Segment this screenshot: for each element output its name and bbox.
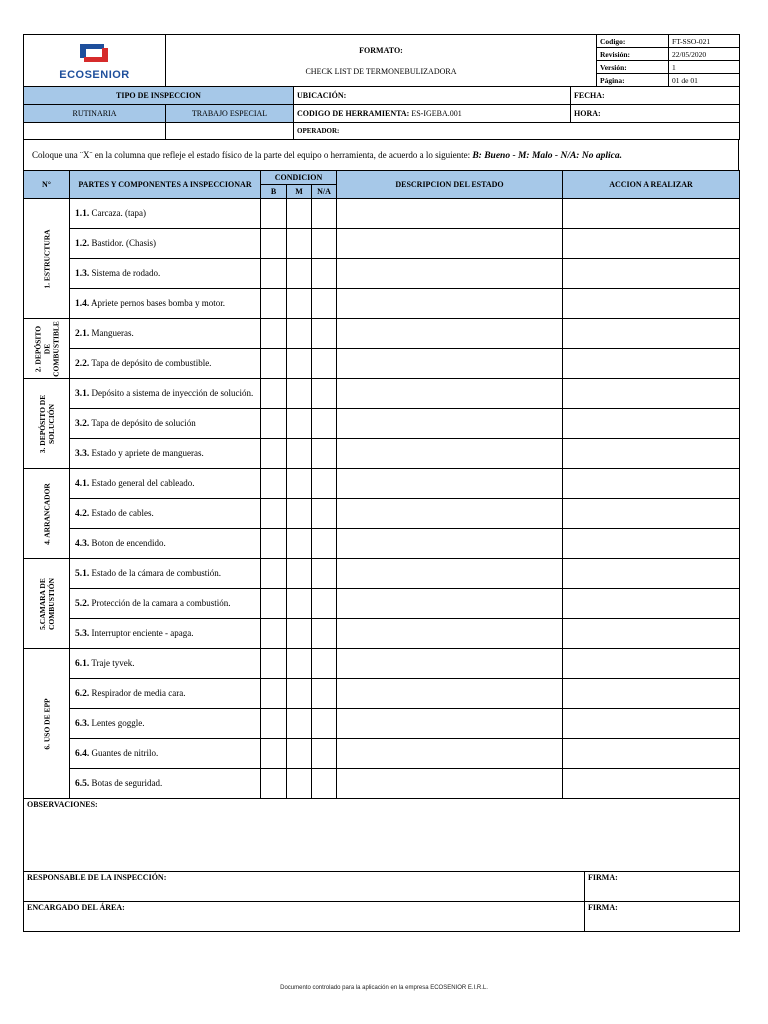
rutinaria-option[interactable]: RUTINARIA bbox=[24, 105, 166, 123]
condition-na-cell[interactable] bbox=[312, 739, 337, 769]
condition-legend: B: Bueno - M: Malo - N/A: No aplica. bbox=[472, 150, 622, 161]
section-label bbox=[38, 577, 56, 629]
tipo-inspeccion-header: TIPO DE INSPECCION bbox=[24, 87, 294, 105]
section-label: 6. USO DE EPP bbox=[42, 697, 51, 750]
encargado-field[interactable]: ENCARGADO DEL ÁREA: bbox=[24, 902, 585, 932]
logo-mark-icon bbox=[76, 41, 112, 65]
item-text: Estado general del cableado. bbox=[91, 478, 195, 488]
operador-field[interactable]: OPERADOR: bbox=[294, 123, 740, 140]
descripcion-cell[interactable] bbox=[337, 499, 563, 529]
condition-na-cell[interactable] bbox=[312, 619, 337, 649]
hora-field[interactable]: HORA: bbox=[571, 105, 740, 123]
checklist-table bbox=[23, 170, 740, 799]
checklist-item bbox=[70, 769, 261, 799]
section-label-line: 5.CAMARA DE bbox=[37, 577, 47, 630]
accion-cell[interactable] bbox=[563, 409, 740, 439]
accion-cell[interactable] bbox=[563, 589, 740, 619]
descripcion-cell[interactable] bbox=[337, 439, 563, 469]
meta-label: Codigo: bbox=[597, 35, 669, 48]
item-text: Protección de la camara a combustión. bbox=[91, 598, 231, 608]
table-row bbox=[24, 739, 740, 769]
section-label-cell bbox=[24, 379, 70, 469]
descripcion-cell[interactable] bbox=[337, 469, 563, 499]
checklist-item bbox=[70, 199, 261, 229]
descripcion-cell[interactable] bbox=[337, 379, 563, 409]
condition-na-cell[interactable] bbox=[312, 319, 337, 349]
condition-m-cell[interactable] bbox=[287, 349, 312, 379]
checklist-item bbox=[70, 589, 261, 619]
checklist-item bbox=[70, 289, 261, 319]
condition-na-cell[interactable] bbox=[312, 439, 337, 469]
condition-b-cell[interactable] bbox=[261, 739, 287, 769]
descripcion-cell[interactable] bbox=[337, 559, 563, 589]
checklist-item bbox=[70, 649, 261, 679]
condition-na-cell[interactable] bbox=[312, 349, 337, 379]
condition-b-cell[interactable] bbox=[261, 229, 287, 259]
logo-cell bbox=[24, 35, 166, 87]
instruction-text bbox=[24, 140, 739, 171]
condition-b-cell[interactable] bbox=[261, 559, 287, 589]
condition-na-cell[interactable] bbox=[312, 409, 337, 439]
item-number: 4.1. bbox=[75, 479, 90, 489]
item-text: Interruptor enciente - apaga. bbox=[91, 628, 194, 638]
accion-cell[interactable] bbox=[563, 649, 740, 679]
condition-na-cell[interactable] bbox=[312, 559, 337, 589]
table-row bbox=[24, 229, 740, 259]
ecosenior-logo bbox=[59, 41, 130, 81]
condition-na-cell[interactable] bbox=[312, 229, 337, 259]
condition-b-cell[interactable] bbox=[261, 649, 287, 679]
col-header-m: M bbox=[287, 185, 312, 199]
checklist-item bbox=[70, 709, 261, 739]
table-row bbox=[24, 439, 740, 469]
trabajo-especial-check[interactable] bbox=[166, 123, 294, 140]
accion-cell[interactable] bbox=[563, 439, 740, 469]
table-row bbox=[24, 679, 740, 709]
checklist-item bbox=[70, 409, 261, 439]
condition-m-cell[interactable] bbox=[287, 229, 312, 259]
responsable-field[interactable]: RESPONSABLE DE LA INSPECCIÓN: bbox=[24, 872, 585, 902]
descripcion-cell[interactable] bbox=[337, 619, 563, 649]
section-label-cell bbox=[24, 649, 70, 799]
item-number: 4.3. bbox=[75, 539, 90, 549]
info-table bbox=[23, 86, 740, 140]
item-number: 5.1. bbox=[75, 569, 90, 579]
checklist-item bbox=[70, 259, 261, 289]
item-text: Bastidor. (Chasis) bbox=[91, 238, 156, 248]
col-header-na: N/A bbox=[312, 185, 337, 199]
item-text: Respirador de media cara. bbox=[91, 688, 186, 698]
descripcion-cell[interactable] bbox=[337, 769, 563, 799]
section-label-cell bbox=[24, 199, 70, 319]
accion-cell[interactable] bbox=[563, 379, 740, 409]
condition-b-cell[interactable] bbox=[261, 679, 287, 709]
condition-b-cell[interactable] bbox=[261, 319, 287, 349]
condition-m-cell[interactable] bbox=[287, 709, 312, 739]
table-row bbox=[24, 529, 740, 559]
item-number: 6.2. bbox=[75, 689, 90, 699]
section-label-cell bbox=[24, 319, 70, 379]
checklist-item bbox=[70, 379, 261, 409]
table-row bbox=[24, 649, 740, 679]
condition-m-cell[interactable] bbox=[287, 649, 312, 679]
firma-responsable-field[interactable]: FIRMA: bbox=[585, 872, 740, 902]
condition-na-cell[interactable] bbox=[312, 649, 337, 679]
checklist-item bbox=[70, 229, 261, 259]
ubicacion-field[interactable]: UBICACIÓN: bbox=[294, 87, 571, 105]
formato-label: FORMATO: bbox=[359, 45, 403, 55]
meta-value: 22/05/2020 bbox=[669, 48, 740, 61]
checklist-item bbox=[70, 559, 261, 589]
checklist-sheet bbox=[23, 34, 739, 932]
condition-m-cell[interactable] bbox=[287, 619, 312, 649]
item-text: Guantes de nitrilo. bbox=[91, 748, 159, 758]
item-text: Sistema de rodado. bbox=[91, 268, 161, 278]
condition-m-cell[interactable] bbox=[287, 679, 312, 709]
accion-cell[interactable] bbox=[563, 709, 740, 739]
footer-note: Documento controlado para la aplicación en la empresa ECOSENIOR E.I.R.L. bbox=[280, 985, 488, 991]
accion-cell[interactable] bbox=[563, 469, 740, 499]
item-number: 6.4. bbox=[75, 749, 90, 759]
section-label-cell bbox=[24, 469, 70, 559]
item-text: Boton de encendido. bbox=[91, 538, 166, 548]
logo-text: ECOSENIOR bbox=[59, 68, 130, 81]
condition-m-cell[interactable] bbox=[287, 739, 312, 769]
instruction-body: Coloque una ¨X¨ en la columna que refleje el estado físico de la parte del equipo o herramienta, de acuerdo a lo siguiente: bbox=[32, 149, 471, 160]
section-label: 1. ESTRUCTURA bbox=[42, 228, 51, 289]
table-row bbox=[24, 499, 740, 529]
condition-m-cell[interactable] bbox=[287, 289, 312, 319]
condition-b-cell[interactable] bbox=[261, 589, 287, 619]
meta-label: Revisión: bbox=[597, 48, 669, 61]
item-number: 4.2. bbox=[75, 509, 90, 519]
rutinaria-check[interactable] bbox=[24, 123, 166, 140]
condition-m-cell[interactable] bbox=[287, 499, 312, 529]
header-table bbox=[23, 34, 740, 87]
condition-na-cell[interactable] bbox=[312, 589, 337, 619]
checklist-item bbox=[70, 529, 261, 559]
condition-na-cell[interactable] bbox=[312, 709, 337, 739]
condition-m-cell[interactable] bbox=[287, 439, 312, 469]
section-label-line: 3. DEPÓSITO DE bbox=[37, 394, 47, 453]
section-label-line: COMBUSTIBLE bbox=[51, 320, 60, 377]
item-text: Lentes goggle. bbox=[91, 718, 145, 728]
checklist-item bbox=[70, 349, 261, 379]
accion-cell[interactable] bbox=[563, 349, 740, 379]
checklist-item bbox=[70, 679, 261, 709]
section-label-cell bbox=[24, 559, 70, 649]
condition-b-cell[interactable] bbox=[261, 439, 287, 469]
descripcion-cell[interactable] bbox=[337, 199, 563, 229]
accion-cell[interactable] bbox=[563, 529, 740, 559]
checklist-item bbox=[70, 619, 261, 649]
item-number: 6.5. bbox=[75, 779, 90, 789]
table-row bbox=[24, 469, 740, 499]
section-label-line: SOLUCIÓN bbox=[46, 403, 56, 444]
item-number: 6.3. bbox=[75, 719, 90, 729]
condition-m-cell[interactable] bbox=[287, 559, 312, 589]
checklist-item bbox=[70, 319, 261, 349]
descripcion-cell[interactable] bbox=[337, 229, 563, 259]
descripcion-cell[interactable] bbox=[337, 289, 563, 319]
col-header-condicion: CONDICION bbox=[261, 171, 337, 185]
accion-cell[interactable] bbox=[563, 769, 740, 799]
table-row bbox=[24, 259, 740, 289]
instruction-table bbox=[23, 139, 739, 171]
item-text: Carcaza. (tapa) bbox=[91, 208, 146, 218]
item-number: 1.1. bbox=[75, 209, 90, 219]
fecha-field[interactable]: FECHA: bbox=[571, 87, 740, 105]
condition-b-cell[interactable] bbox=[261, 349, 287, 379]
checklist-body bbox=[24, 199, 740, 799]
condition-m-cell[interactable] bbox=[287, 529, 312, 559]
table-row bbox=[24, 409, 740, 439]
meta-value: FT-SSO-021 bbox=[669, 35, 740, 48]
accion-cell[interactable] bbox=[563, 319, 740, 349]
section-label-line: DE bbox=[42, 343, 51, 354]
table-row bbox=[24, 379, 740, 409]
condition-m-cell[interactable] bbox=[287, 259, 312, 289]
codigo-label: CODIGO DE HERRAMIENTA: bbox=[297, 109, 410, 118]
condition-na-cell[interactable] bbox=[312, 529, 337, 559]
descripcion-cell[interactable] bbox=[337, 319, 563, 349]
table-row bbox=[24, 349, 740, 379]
meta-value: 1 bbox=[669, 61, 740, 74]
accion-cell[interactable] bbox=[563, 229, 740, 259]
table-row bbox=[24, 769, 740, 799]
item-text: Apriete pernos bases bomba y motor. bbox=[91, 298, 225, 308]
condition-m-cell[interactable] bbox=[287, 769, 312, 799]
accion-cell[interactable] bbox=[563, 619, 740, 649]
checklist-item bbox=[70, 439, 261, 469]
table-row bbox=[24, 589, 740, 619]
firma-encargado-field[interactable]: FIRMA: bbox=[585, 902, 740, 932]
signoff-table bbox=[23, 798, 740, 932]
condition-b-cell[interactable] bbox=[261, 769, 287, 799]
accion-cell[interactable] bbox=[563, 559, 740, 589]
descripcion-cell[interactable] bbox=[337, 529, 563, 559]
item-number: 3.1. bbox=[75, 389, 90, 399]
condition-m-cell[interactable] bbox=[287, 589, 312, 619]
table-row bbox=[24, 709, 740, 739]
condition-na-cell[interactable] bbox=[312, 379, 337, 409]
condition-na-cell[interactable] bbox=[312, 289, 337, 319]
meta-label: Página: bbox=[597, 74, 669, 87]
descripcion-cell[interactable] bbox=[337, 259, 563, 289]
condition-na-cell[interactable] bbox=[312, 499, 337, 529]
accion-cell[interactable] bbox=[563, 739, 740, 769]
col-header-b: B bbox=[261, 185, 287, 199]
section-label bbox=[38, 394, 56, 452]
section-label: 4. ARRANCADOR bbox=[42, 482, 51, 545]
table-row bbox=[24, 559, 740, 589]
item-number: 2.2. bbox=[75, 359, 90, 369]
condition-m-cell[interactable] bbox=[287, 379, 312, 409]
observaciones-field[interactable]: OBSERVACIONES: bbox=[24, 799, 740, 872]
item-text: Tapa de depósito de solución bbox=[91, 418, 196, 428]
condition-b-cell[interactable] bbox=[261, 529, 287, 559]
condition-b-cell[interactable] bbox=[261, 289, 287, 319]
document-title: CHECK LIST DE TERMONEBULIZADORA bbox=[305, 66, 457, 76]
item-number: 1.2. bbox=[75, 239, 90, 249]
condition-m-cell[interactable] bbox=[287, 319, 312, 349]
condition-b-cell[interactable] bbox=[261, 409, 287, 439]
descripcion-cell[interactable] bbox=[337, 739, 563, 769]
accion-cell[interactable] bbox=[563, 289, 740, 319]
accion-cell[interactable] bbox=[563, 499, 740, 529]
condition-b-cell[interactable] bbox=[261, 199, 287, 229]
section-label bbox=[33, 321, 60, 377]
item-number: 1.3. bbox=[75, 269, 90, 279]
item-text: Depósito a sistema de inyección de solución. bbox=[91, 388, 254, 398]
descripcion-cell[interactable] bbox=[337, 679, 563, 709]
table-row bbox=[24, 289, 740, 319]
col-header-accion: ACCION A REALIZAR bbox=[563, 171, 740, 199]
item-number: 3.2. bbox=[75, 419, 90, 429]
checklist-item bbox=[70, 739, 261, 769]
condition-m-cell[interactable] bbox=[287, 469, 312, 499]
condition-na-cell[interactable] bbox=[312, 259, 337, 289]
item-text: Botas de seguridad. bbox=[91, 778, 163, 788]
item-number: 2.1. bbox=[75, 329, 90, 339]
table-row bbox=[24, 199, 740, 229]
col-header-num: N° bbox=[24, 171, 70, 199]
condition-b-cell[interactable] bbox=[261, 709, 287, 739]
title-cell bbox=[166, 35, 597, 87]
section-label-line: COMBUSTIÓN bbox=[46, 577, 56, 630]
accion-cell[interactable] bbox=[563, 199, 740, 229]
item-text: Estado y apriete de mangueras. bbox=[91, 448, 204, 458]
item-text: Estado de la cámara de combustión. bbox=[91, 568, 221, 578]
item-number: 6.1. bbox=[75, 659, 90, 669]
meta-label: Versión: bbox=[597, 61, 669, 74]
codigo-herramienta-field[interactable] bbox=[294, 105, 571, 123]
condition-m-cell[interactable] bbox=[287, 199, 312, 229]
table-row bbox=[24, 619, 740, 649]
condition-na-cell[interactable] bbox=[312, 469, 337, 499]
meta-value: 01 de 01 bbox=[669, 74, 740, 87]
descripcion-cell[interactable] bbox=[337, 409, 563, 439]
condition-m-cell[interactable] bbox=[287, 409, 312, 439]
col-header-descripcion: DESCRIPCION DEL ESTADO bbox=[337, 171, 563, 199]
item-text: Tapa de depósito de combustible. bbox=[91, 358, 212, 368]
codigo-value: ES-IGEBA.001 bbox=[411, 109, 462, 118]
descripcion-cell[interactable] bbox=[337, 349, 563, 379]
condition-b-cell[interactable] bbox=[261, 619, 287, 649]
trabajo-especial-option[interactable]: TRABAJO ESPECIAL bbox=[166, 105, 294, 123]
condition-na-cell[interactable] bbox=[312, 679, 337, 709]
col-header-parts: PARTES Y COMPONENTES A INSPECCIONAR bbox=[70, 171, 261, 199]
item-text: Estado de cables. bbox=[91, 508, 154, 518]
item-text: Mangueras. bbox=[91, 328, 134, 338]
descripcion-cell[interactable] bbox=[337, 649, 563, 679]
condition-b-cell[interactable] bbox=[261, 259, 287, 289]
condition-b-cell[interactable] bbox=[261, 379, 287, 409]
checklist-item bbox=[70, 499, 261, 529]
item-number: 3.3. bbox=[75, 449, 90, 459]
condition-b-cell[interactable] bbox=[261, 499, 287, 529]
item-number: 5.2. bbox=[75, 599, 90, 609]
descripcion-cell[interactable] bbox=[337, 709, 563, 739]
table-row bbox=[24, 319, 740, 349]
accion-cell[interactable] bbox=[563, 679, 740, 709]
condition-b-cell[interactable] bbox=[261, 469, 287, 499]
section-label-line: 2. DEPÓSITO bbox=[33, 325, 42, 372]
checklist-item bbox=[70, 469, 261, 499]
condition-na-cell[interactable] bbox=[312, 769, 337, 799]
descripcion-cell[interactable] bbox=[337, 589, 563, 619]
item-number: 1.4. bbox=[75, 299, 90, 309]
item-number: 5.3. bbox=[75, 629, 90, 639]
item-text: Traje tyvek. bbox=[91, 658, 135, 668]
accion-cell[interactable] bbox=[563, 259, 740, 289]
condition-na-cell[interactable] bbox=[312, 199, 337, 229]
